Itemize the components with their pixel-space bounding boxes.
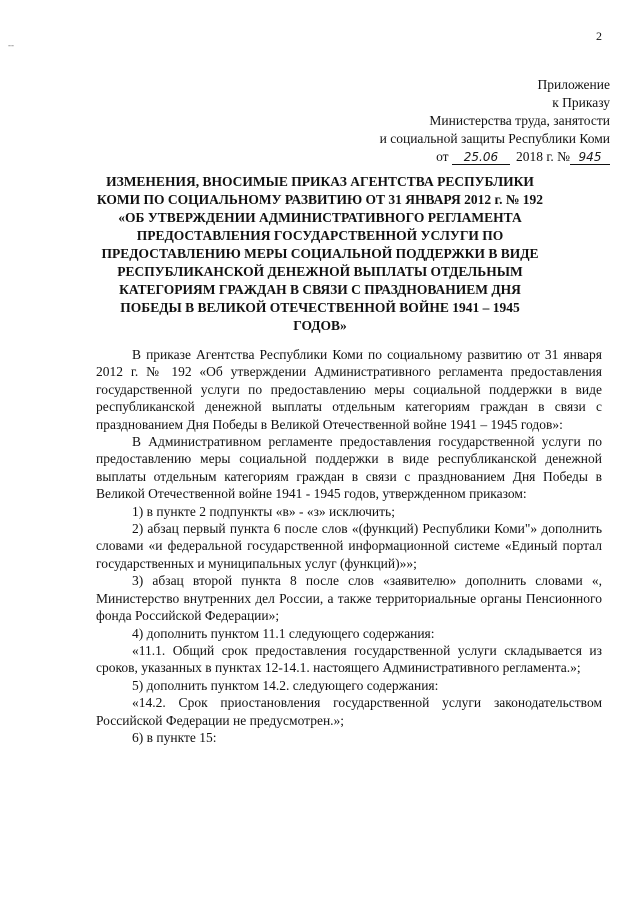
paragraph: 2) абзац первый пункта 6 после слов «(функций) Республики Коми"» дополнить словами «и федеральной государственной информационной системе «Единый портал государственных и муниципальных услуг (функций)»»; bbox=[96, 521, 602, 571]
paragraph: «14.2. Срок приостановления государственной услуги законодательством Российской Федерации не предусмотрен.»; bbox=[96, 695, 602, 728]
paragraph: 4) дополнить пунктом 11.1 следующего содержания: bbox=[132, 625, 435, 641]
page-number: 2 bbox=[596, 29, 602, 43]
paragraph: 5) дополнить пунктом 14.2. следующего содержания: bbox=[132, 677, 439, 693]
paragraph: В приказе Агентства Республики Коми по социальному развитию от 31 января 2012 г. № 192 «Об утверждении Административного регламента предоставления государственной услуги по предоставлению меры социальной поддержки в виде республиканской денежной выплаты отдельным категориям граждан в связи с празднованием Дня Победы в Великой Отечественной войне 1941 – 1945 годов»: bbox=[96, 347, 602, 432]
date-prefix: от bbox=[436, 149, 449, 164]
header-line-2: к Приказу bbox=[552, 95, 610, 110]
paragraph: 3) абзац второй пункта 8 после слов «заявителю» дополнить словами «, Министерство внутренних дел России, а также территориальные органы Пенсионного фонда Российской Федерации»; bbox=[96, 573, 602, 624]
handwritten-number: 945 bbox=[570, 151, 610, 165]
document-body bbox=[96, 346, 602, 746]
handwritten-date: 25.06 bbox=[452, 151, 510, 165]
paragraph: 1) в пункте 2 подпункты «в» - «з» исключить; bbox=[132, 503, 395, 519]
year-text: 2018 г. № bbox=[515, 149, 570, 164]
header-line-3: Министерства труда, занятости bbox=[429, 113, 610, 128]
header-line-4: и социальной защиты Республики Коми bbox=[379, 131, 610, 146]
paragraph: «11.1. Общий срок предоставления государственной услуги складывается из сроков, указанных в пунктах 12-14.1. настоящего Административного регламента.»; bbox=[96, 642, 602, 676]
paragraph: В Административном регламенте предоставления государственной услуги по предоставлению меры социальной поддержки в виде республиканской денежной выплаты отдельным категориям граждан в связи с празднованием Дня Победы в Великой Отечественной войне 1941 - 1945 годов, утвержденном приказом: bbox=[96, 434, 602, 502]
header-date-line bbox=[280, 148, 610, 166]
document-title: ИЗМЕНЕНИЯ, ВНОСИМЫЕ ПРИКАЗ АГЕНТСТВА РЕСПУБЛИКИ КОМИ ПО СОЦИАЛЬНОМУ РАЗВИТИЮ ОТ 31 ЯНВАРЯ 2012 г. № 192 «ОБ УТВЕРЖДЕНИИ АДМИНИСТРАТИВНОГО РЕГЛАМЕНТА ПРЕДОСТАВЛЕНИЯ ГОСУДАРСТВЕННОЙ УСЛУГИ ПО ПРЕДОСТАВЛЕНИЮ МЕРЫ СОЦИАЛЬНОЙ ПОДДЕРЖКИ В ВИДЕ РЕСПУБЛИКАНСКОЙ ДЕНЕЖНОЙ ВЫПЛАТЫ ОТДЕЛЬНЫМ КАТЕГОРИЯМ ГРАЖДАН В СВЯЗИ С ПРАЗДНОВАНИЕМ ДНЯ ПОБЕДЫ В ВЕЛИКОЙ ОТЕЧЕСТВЕННОЙ ВОЙНЕ 1941 – 1945 ГОДОВ» bbox=[96, 174, 544, 333]
appendix-header bbox=[280, 76, 610, 166]
paragraph: 6) в пункте 15: bbox=[132, 729, 217, 745]
margin-mark: -- bbox=[8, 40, 14, 50]
header-line-1: Приложение bbox=[537, 77, 610, 92]
